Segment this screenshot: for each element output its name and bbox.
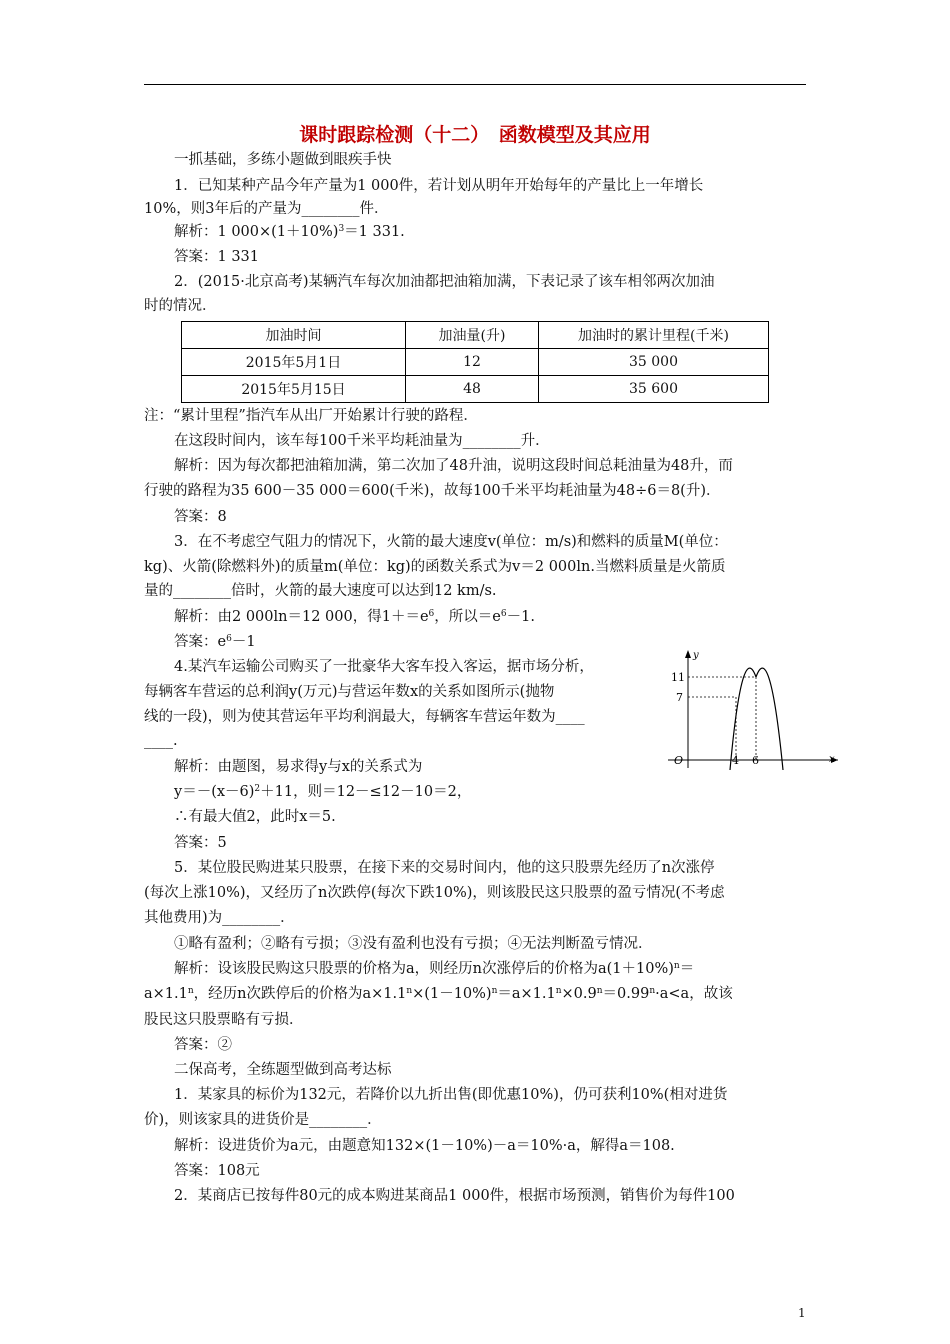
question-text: 每辆客车营运的总利润y(万元)与营运年数x的关系如图所示(抛物 — [144, 684, 555, 700]
solution-text: 解析：设进货价为a元，由题意知132×(1－10%)－a＝10%·a，解得a＝108. — [174, 1138, 675, 1154]
solution-text: $y=-(x-6)^2+11$，则＝12－≤12－10＝2， — [174, 784, 472, 800]
question-text: 量的________倍时，火箭的最大速度可以达到12 km/s. — [144, 583, 497, 599]
question-text: 1．某家具的标价为132元，若降价以九折出售(即优惠10%)，仍可获利10%(相对进货 — [174, 1087, 728, 1103]
answer-text: 答案：$e^6-1$ — [174, 634, 256, 650]
table-cell: 2015年5月1日 — [182, 349, 406, 376]
question-text: 其他费用)为________． — [144, 910, 295, 926]
question-text: 在这段时间内，该车每100千米平均耗油量为________升． — [174, 433, 550, 449]
question-text: 2．(2015·北京高考)某辆汽车每次加油都把油箱加满，下表记录了该车相邻两次加油 — [174, 274, 715, 290]
question-text: 3．在不考虑空气阻力的情况下，火箭的最大速度v(单位：m/s)和燃料的质量M(单位： — [174, 534, 728, 550]
solution-text: 行驶的路程为35 600－35 000＝600(千米)，故每100千米平均耗油量为48÷6＝8(升)． — [144, 483, 721, 499]
answer-text: 答案：108元 — [174, 1163, 260, 1179]
question-text: kg)、火箭(除燃料外)的质量m(单位：kg)的函数关系式为v＝2 000ln.当燃料质量是火箭质 — [144, 559, 726, 575]
question-text: 4.某汽车运输公司购买了一批豪华大客车投入客运，据市场分析， — [174, 659, 594, 675]
question-options: ①略有盈利；②略有亏损；③没有盈利也没有亏损；④无法判断盈亏情况． — [174, 936, 653, 952]
table-cell: 2015年5月15日 — [182, 376, 406, 403]
question-text: 5．某位股民购进某只股票，在接下来的交易时间内，他的这只股票先经历了n次涨停 — [174, 860, 715, 876]
origin-label: O — [674, 754, 684, 767]
x-tick-label: 4 — [732, 754, 739, 767]
question-text: 1．已知某种产品今年产量为1 000件，若计划从明年开始每年的产量比上一年增长 — [174, 178, 704, 194]
solution-text: 解析：1 $000\times(1+10\%)^3=1$ 331. — [174, 224, 405, 240]
page-number: 1 — [798, 1306, 806, 1320]
table-header-cell: 加油时间 — [182, 322, 406, 349]
header-rule — [144, 84, 806, 85]
table-header-cell: 加油量(升) — [406, 322, 539, 349]
answer-text: 答案：5 — [174, 835, 227, 851]
parabola-graph — [662, 648, 842, 770]
question-text: 2．某商店已按每件80元的成本购进某商品1 000件，根据市场预测，销售价为每件100 — [174, 1188, 735, 1204]
question-text: 时的情况． — [144, 298, 217, 314]
note-text: 注：“累计里程”指汽车从出厂开始累计行驶的路程． — [144, 408, 478, 424]
solution-text: ∴有最大值2，此时x＝5. — [174, 809, 336, 825]
table-cell: 35 600 — [539, 376, 769, 403]
question-text: 10%，则3年后的产量为________件． — [144, 201, 389, 217]
section-heading: 二保高考，全练题型做到高考达标 — [174, 1062, 392, 1078]
answer-text: 答案：② — [174, 1037, 232, 1053]
page-title: 课时跟踪检测（十二） 函数模型及其应用 — [299, 124, 651, 146]
solution-text: 股民这只股票略有亏损． — [144, 1012, 304, 1028]
fuel-table — [181, 321, 769, 403]
table-header-cell: 加油时的累计里程(千米) — [539, 322, 769, 349]
question-text: 线的一段)，则为使其营运年平均利润最大，每辆客车营运年数为____ — [144, 709, 585, 725]
solution-text: 解析：因为每次都把油箱加满，第二次加了48升油，说明这段时间总耗油量为48升，而 — [174, 458, 733, 474]
table-cell: 35 000 — [539, 349, 769, 376]
table-cell: 48 — [406, 376, 539, 403]
parabola-curve-right — [756, 668, 783, 770]
answer-text: 答案：8 — [174, 509, 227, 525]
table-row — [182, 376, 769, 403]
section-heading: 一抓基础，多练小题做到眼疾手快 — [174, 152, 392, 168]
y-tick-label: 11 — [671, 671, 685, 684]
y-tick-label: 7 — [676, 691, 683, 704]
table-cell: 12 — [406, 349, 539, 376]
question-text: 价)，则该家具的进货价是________． — [144, 1112, 382, 1128]
solution-text: $a\times 1.1^n$，经历n次跌停后的价格为$a\times 1.1^n\times(1-10\%)^n=a\times 1.1^n\times 0.9^n=0.99^n\cdot a<a$，故该 — [144, 986, 733, 1002]
answer-text: 答案：1 331 — [174, 249, 260, 265]
x-tick-label: 6 — [752, 754, 759, 767]
solution-text: 解析：由题图，易求得y与x的关系式为 — [174, 759, 423, 775]
table-row — [182, 349, 769, 376]
table-header-row — [182, 322, 769, 349]
solution-text: 解析：设该股民购这只股票的价格为a，则经历n次涨停后的价格为$a(1+10\%)^n=$ — [174, 961, 695, 977]
question-text: ____. — [144, 733, 178, 749]
solution-text: 解析：由2 000ln＝12 000，得$1+=e^6$，所以$=e^6-1$. — [174, 609, 535, 625]
y-axis-arrow — [685, 650, 691, 658]
y-axis-label: y — [693, 650, 699, 661]
question-text: (每次上涨10%)，又经历了n次跌停(每次下跌10%)，则该股民这只股票的盈亏情况(不考虑 — [144, 885, 725, 901]
x-axis-label: x — [829, 754, 835, 765]
